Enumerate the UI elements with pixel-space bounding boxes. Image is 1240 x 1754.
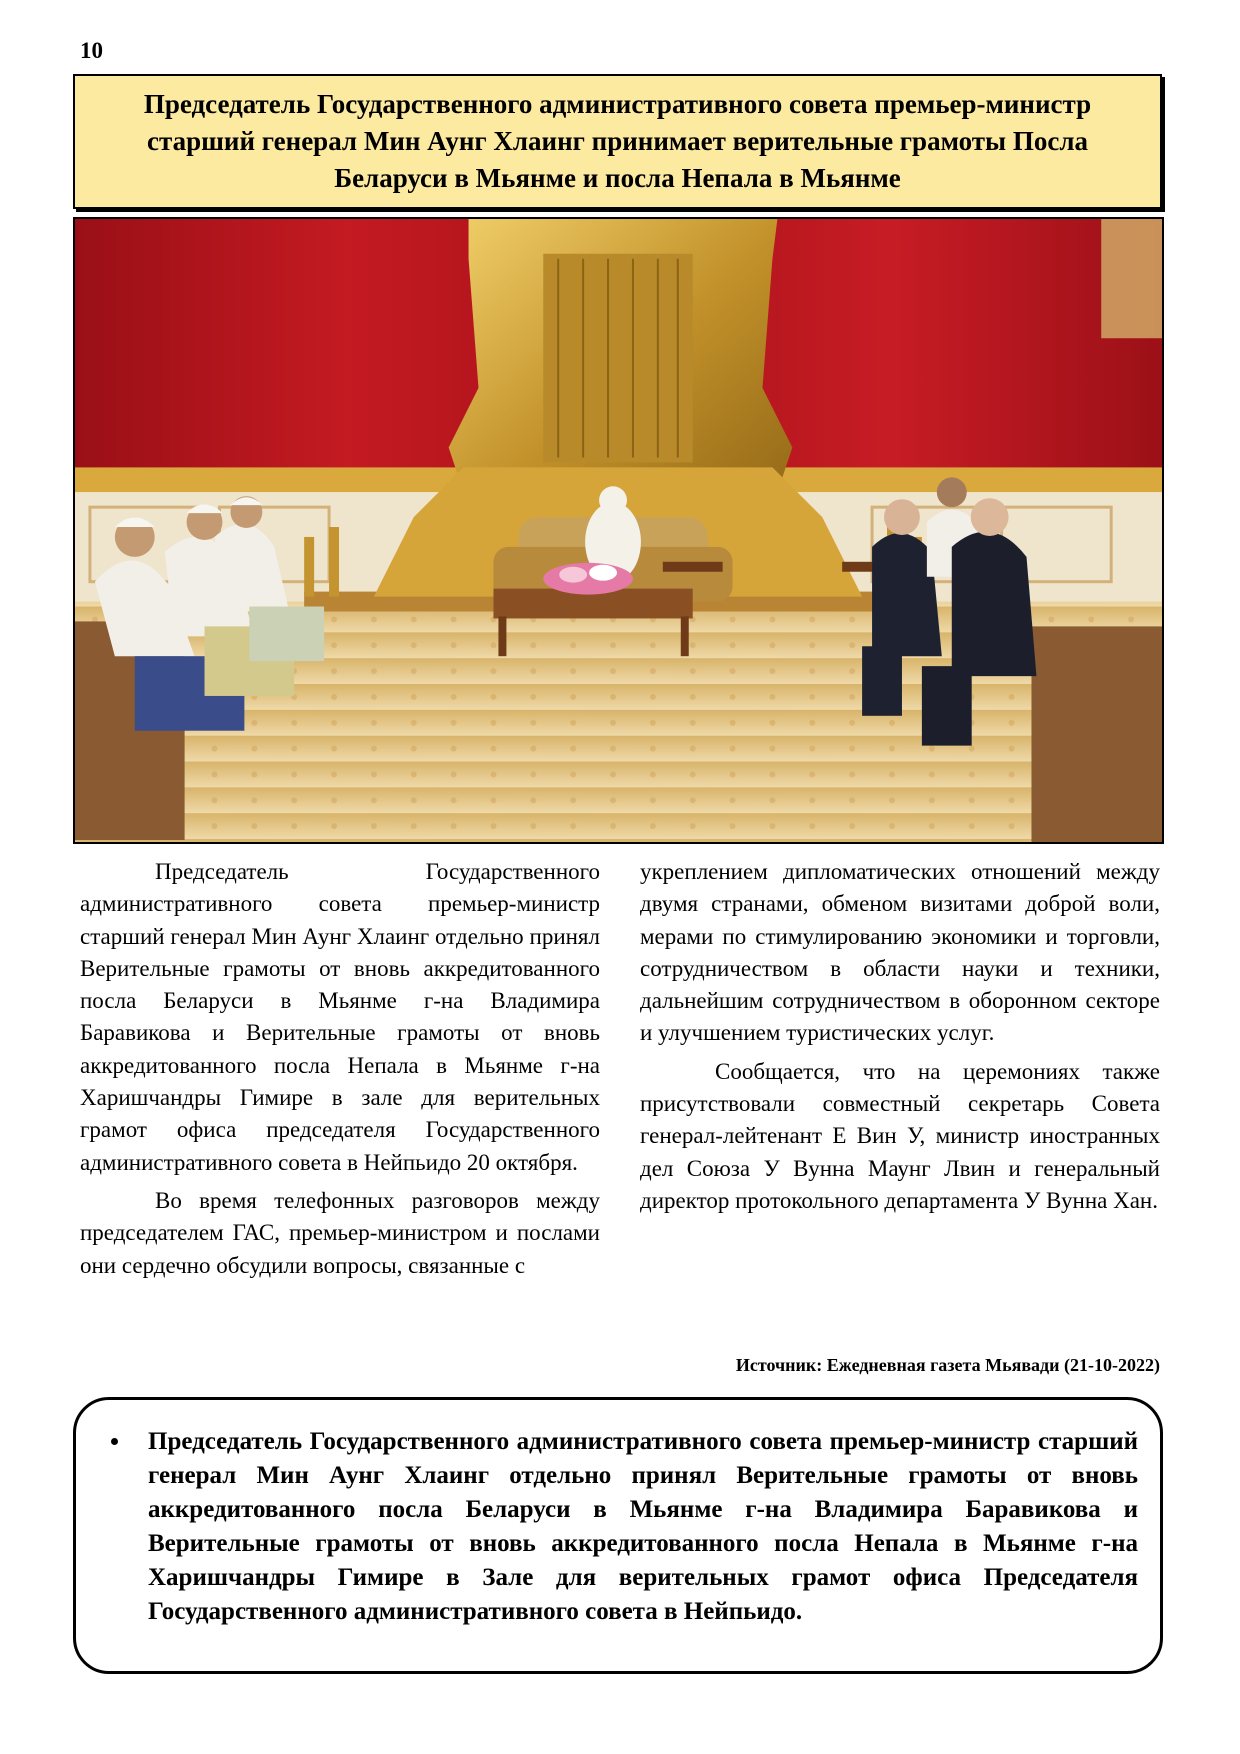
ceremony-photo — [73, 217, 1164, 844]
article-paragraph: Председатель Государственного административного совета премьер-министр старший генерал Мин Аунг Хлаинг отдельно принял Верительные грамоты от вновь аккредитованного посла Беларуси в Мьянме г-на Владимира Баравикова и Верительные грамоты от вновь аккредитованного посла Непала в Мьянме г-на Харишчандры Гимире в зале для верительных грамот офиса председателя Государственного административного совета в Нейпьидо 20 октября. — [80, 859, 600, 1175]
summary-box — [73, 1397, 1163, 1674]
article-right-column — [640, 856, 1160, 1223]
summary-list — [76, 1400, 1160, 1629]
article-left-column — [80, 856, 600, 1288]
summary-item: • Председатель Государственного административного совета премьер-министр старший генерал Мин Аунг Хлаинг отдельно принял Верительные грамоты от вновь аккредитованного посла Беларуси в Мьянме г-на Владимира Баравикова и Верительные грамоты от вновь аккредитованного посла Непала в Мьянме г-на Харишчандры Гимире в Зале для верительных грамот офиса Председателя Государственного административного совета в Нейпьидо. — [132, 1425, 1138, 1629]
article-paragraph: укреплением дипломатических отношений между двумя странами, обменом визитами доброй воли, мерами по стимулированию экономики и торговли, сотрудничеством в области науки и техники, дальнейшим сотрудничеством в оборонном секторе и улучшением туристических услуг. — [640, 859, 1160, 1046]
page-title: Председатель Государственного административного совета премьер-министр старший генерал Мин Аунг Хлаинг принимает верительные грамоты Посла Беларуси в Мьянме и посла Непала в Мьянме — [143, 89, 1092, 193]
page-number: 10 — [80, 38, 103, 63]
title-box — [73, 74, 1162, 209]
article-paragraph: Сообщается, что на церемониях также присутствовали совместный секретарь Совета генерал-лейтенант Е Вин У, министр иностранных дел Союза У Вунна Маунг Лвин и генеральный директор протокольного департамента У Вунна Хан. — [640, 1058, 1160, 1213]
ceremony-photo-illustration — [75, 219, 1162, 842]
article-paragraph: Во время телефонных разговоров между председателем ГАС, премьер-министром и послами они сердечно обсудили вопросы, связанные с — [80, 1187, 600, 1278]
source-citation: Источник: Ежедневная газета Мьявади (21-10-2022) — [735, 1355, 1160, 1375]
